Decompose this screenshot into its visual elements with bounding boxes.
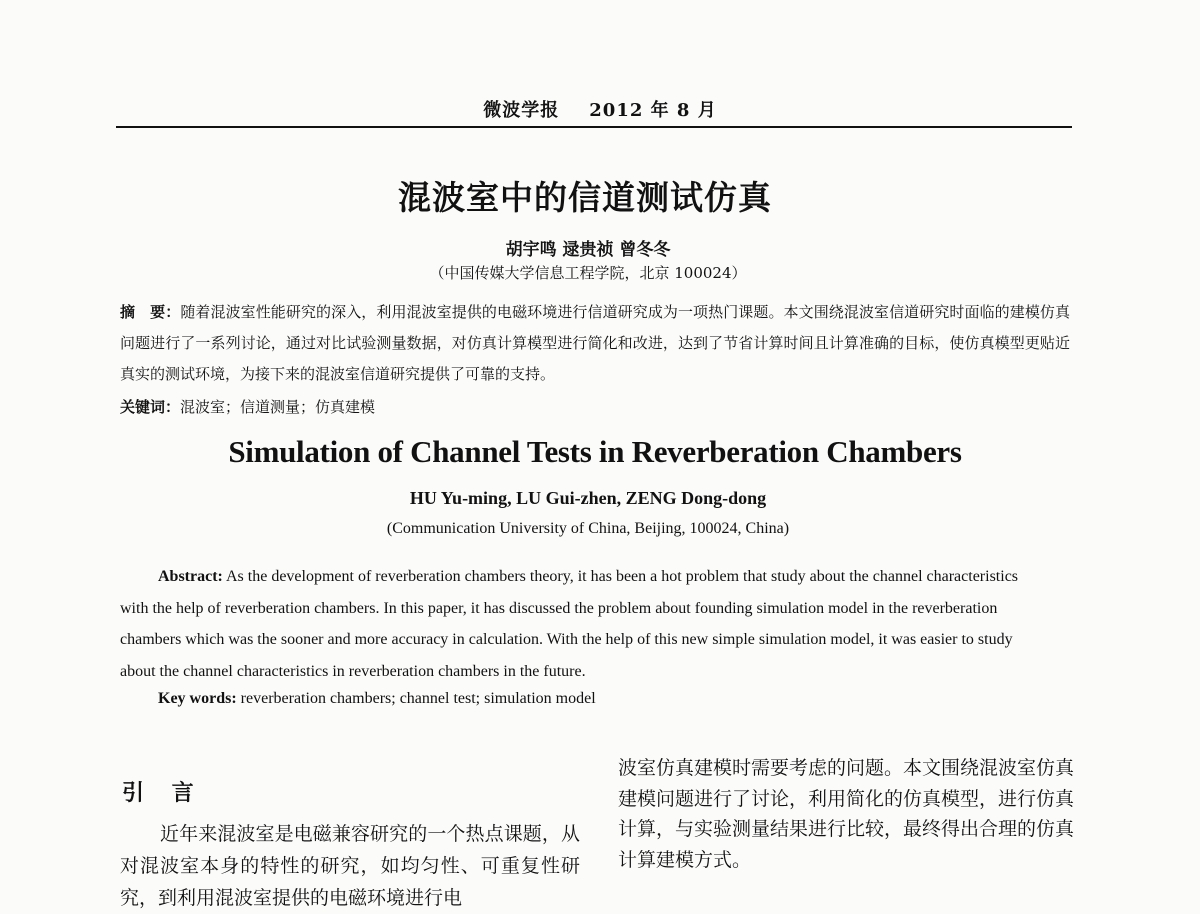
chinese-abstract (120, 297, 1070, 390)
english-title: Simulation of Channel Tests in Reverberation Chambers (228, 434, 962, 469)
english-authors: HU Yu-ming, LU Gui-zhen, ZENG Dong-dong (409, 488, 767, 508)
english-abstract-text: As the development of reverberation chambers theory, it has been a hot problem that study about the channel characteristics with the help of reverberation chambers. In this paper, it has discussed the problem about founding simulation model in the reverberation chambers which was the sooner and more accuracy in calculation. With the help of this new simple simulation model, it was easier to study about the channel characteristics in reverberation chambers in the future. (120, 568, 1019, 680)
english-keywords-label: Key words: (158, 690, 237, 707)
chinese-keywords (120, 396, 1020, 417)
chinese-title: 混波室中的信道测试仿真 (398, 178, 772, 217)
chinese-keywords-text: 混波室；信道测量；仿真建模 (180, 398, 376, 416)
english-affiliation: (Communication University of China, Beijing, 100024, China) (386, 520, 790, 537)
header-rule (116, 126, 1072, 128)
english-keywords-text: reverberation chambers; channel test; simulation model (240, 690, 596, 707)
chinese-affiliation: （中国传媒大学信息工程学院，北京 100024） (429, 264, 747, 282)
chinese-abstract-label: 摘 要： (120, 303, 181, 321)
chinese-abstract-text: 随着混波室性能研究的深入，利用混波室提供的电磁环境进行信道研究成为一项热门课题。本文围绕混波室信道研究时面临的建模仿真问题进行了一系列讨论，通过对比试验测量数据，对仿真计算模型进行简化和改进，达到了节省计算时间且计算准确的目标，使仿真模型更贴近真实的测试环境，为接下来的混波室信道研究提供了可靠的支持。 (120, 303, 1070, 383)
english-abstract-label: Abstract: (158, 568, 223, 585)
english-abstract (120, 561, 1035, 687)
running-header (0, 96, 1200, 122)
intro-right-column: 波室仿真建模时需要考虑的问题。本文围绕混波室仿真建模问题进行了讨论，利用简化的仿真模型，进行仿真计算，与实验测量结果进行比较，最终得出合理的仿真计算建模方式。 (618, 757, 1075, 871)
english-keywords (158, 690, 1038, 708)
journal-name: 微波学报 (483, 100, 560, 121)
issue-date: 2012 年 8 月 (589, 100, 717, 121)
chinese-keywords-label: 关键词： (120, 398, 181, 416)
intro-left-column: 近年来混波室是电磁兼容研究的一个热点课题，从对混波室本身的特性的研究，如均匀性、可重复性研究，到利用混波室提供的电磁环境进行电 (120, 823, 580, 909)
chinese-authors: 胡宇鸣 逯贵祯 曾冬冬 (505, 240, 671, 260)
section-heading-introduction: 引 言 (122, 780, 204, 806)
